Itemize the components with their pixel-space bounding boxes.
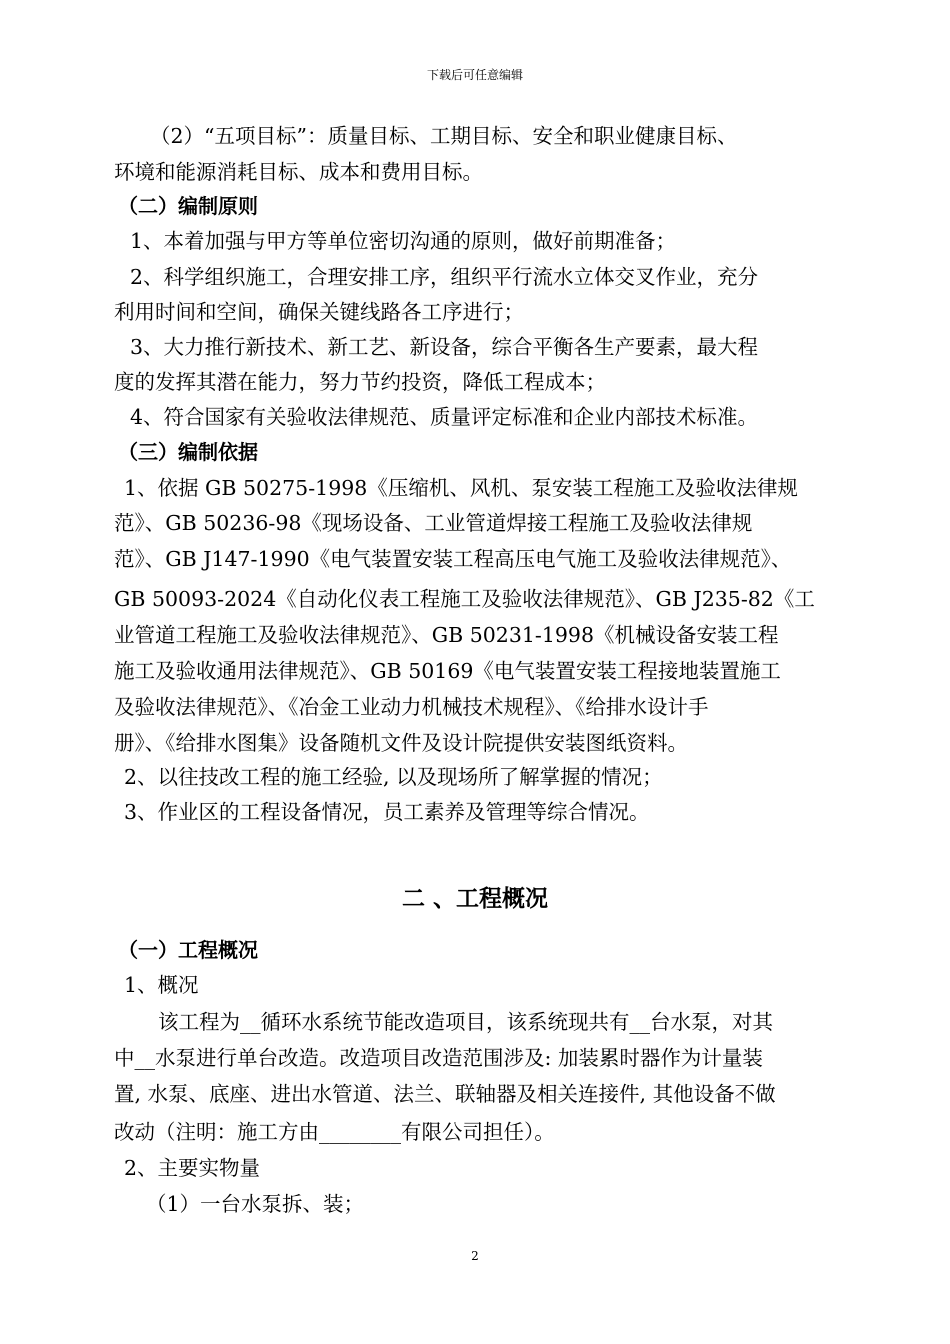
text-line: 范》、GB 50236-98《现场设备、工业管道焊接工程施工及验收法律规 — [114, 511, 753, 535]
text-line: 利用时间和空间，确保关键线路各工序进行； — [114, 300, 524, 324]
text-line: 度的发挥其潜在能力，努力节约投资，降低工程成本； — [114, 370, 606, 394]
text-line: （2）“五项目标”：质量目标、工期目标、安全和职业健康目标、 — [150, 124, 738, 148]
text-line: 2、科学组织施工，合理安排工序，组织平行流水立体交叉作业，充分 — [130, 265, 759, 289]
text-line: 3、作业区的工程设备情况，员工素养及管理等综合情况。 — [124, 800, 650, 824]
text-line: 环境和能源消耗目标、成本和费用目标。 — [114, 160, 483, 184]
text-line: 业管道工程施工及验收法律规范》、GB 50231-1998《机械设备安装工程 — [114, 623, 779, 647]
text-line: （1）一台水泵拆、装； — [146, 1192, 365, 1216]
section-heading: （一）工程概况 — [118, 938, 258, 962]
text-line: 中__水泵进行单台改造。改造项目改造范围涉及: 加装累时器作为计量装 — [114, 1046, 763, 1070]
section-heading: （三）编制依据 — [118, 440, 258, 464]
text-line: 1、本着加强与甲方等单位密切沟通的原则，做好前期准备； — [130, 229, 677, 253]
text-line: 3、大力推行新技术、新工艺、新设备，综合平衡各生产要素，最大程 — [130, 335, 759, 359]
text-line: 1、依据 GB 50275-1998《压缩机、风机、泵安装工程施工及验收法律规 — [124, 476, 798, 500]
page-header: 下载后可任意编辑 — [426, 68, 523, 82]
text-line: 册》、《给排水图集》设备随机文件及设计院提供安装图纸资料。 — [114, 731, 688, 755]
text-line: 1、概况 — [124, 973, 199, 997]
text-line: 2、以往技改工程的施工经验, 以及现场所了解掌握的情况； — [124, 765, 663, 789]
text-line: 改动（注明：施工方由________有限公司担任）。 — [114, 1120, 555, 1144]
chapter-title: 二 、工程概况 — [401, 886, 548, 912]
section-heading: （二）编制原则 — [118, 194, 258, 218]
text-line: 及验收法律规范》、《冶金工业动力机械技术规程》、《给排水设计手 — [114, 695, 709, 719]
text-line: 置, 水泵、底座、进出水管道、法兰、联轴器及相关连接件, 其他设备不做 — [114, 1082, 776, 1106]
text-line: 施工及验收通用法律规范》、GB 50169《电气装置安装工程接地装置施工 — [114, 659, 781, 683]
page-number: 2 — [471, 1249, 479, 1263]
text-line: 该工程为__循环水系统节能改造项目，该系统现共有__台水泵，对其 — [158, 1010, 773, 1034]
text-line: 范》、GB J147-1990《电气装置安装工程高压电气施工及验收法律规范》、 — [114, 547, 792, 571]
text-line: GB 50093-2024《自动化仪表工程施工及验收法律规范》、GB J235-82《工 — [114, 587, 815, 611]
text-line: 2、主要实物量 — [124, 1156, 261, 1180]
text-line: 4、符合国家有关验收法律规范、质量评定标准和企业内部技术标准。 — [130, 405, 759, 429]
